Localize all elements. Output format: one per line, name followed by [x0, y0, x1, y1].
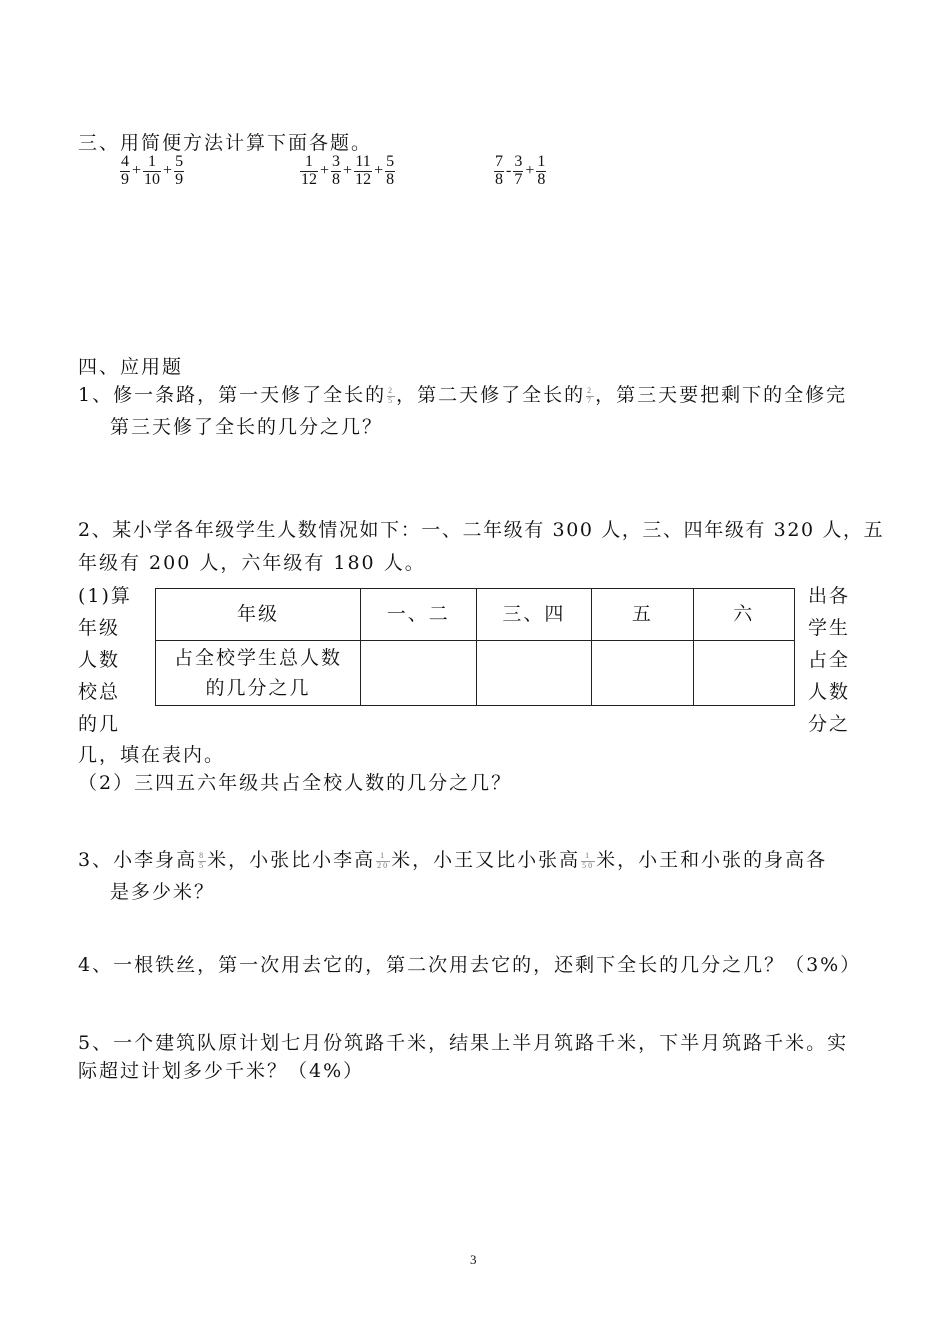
- question-5-line-1: 5、一个建筑队原计划七月份筑路千米，结果上半月筑路千米，下半月筑路千米。实: [78, 1032, 849, 1054]
- question-2-after-table: 几，填在表内。: [78, 744, 226, 766]
- question-2-right-column: 出各 学生 占全 人数 分之: [808, 585, 851, 735]
- table-header-cell: 一、二: [360, 589, 476, 641]
- question-5-line-2: 际超过计划多少千米？（4%）: [78, 1060, 365, 1082]
- section4-heading: 四、应用题: [78, 356, 184, 378]
- fraction: $\frac{2}{7}$: [587, 386, 594, 405]
- fraction: $\frac{4}{9}$: [121, 153, 129, 188]
- table-header-row: [156, 589, 795, 641]
- table-answer-cell[interactable]: [476, 641, 592, 706]
- table-header-cell: 五: [592, 589, 693, 641]
- fraction: $\frac{7}{8}$: [495, 153, 503, 188]
- question-2-left-column: (1)算 年级 人数 校总 的几: [78, 585, 132, 735]
- question-3-line-2: 是多少米？: [110, 881, 216, 903]
- table-answer-cell[interactable]: [592, 641, 693, 706]
- fraction: $\frac{11}{12}$: [355, 153, 372, 188]
- fraction: $\frac{1}{50}$: [582, 851, 595, 870]
- section3-heading: 三、用简便方法计算下面各题。: [78, 132, 373, 154]
- expression-3: $\frac{7}{8}$ - $\frac{3}{7}$ + $\frac{1}{8}$: [495, 153, 546, 188]
- fraction: $\frac{1}{8}$: [537, 153, 546, 188]
- table-answer-cell[interactable]: [693, 641, 794, 706]
- table-row-label: 占全校学生总人数 的几分之几: [156, 641, 361, 706]
- expression-1: $\frac{4}{9}$ + $\frac{1}{10}$ + $\frac{5}{9}$: [121, 153, 184, 188]
- question-3-line-1: 3、小李身高 $\frac{8}{5}$ 米，小张比小李高 $\frac{1}{20}$ 米，小王又比小张高 $\frac{1}{50}$ 米，小王和小张的身高各: [78, 849, 828, 871]
- table-answer-cell[interactable]: [360, 641, 476, 706]
- table-header-cell: 年级: [156, 589, 361, 641]
- question-2-line-1: 2、某小学各年级学生人数情况如下：一、二年级有 300 人，三、四年级有 320 人，五: [78, 519, 885, 541]
- expression-2: $\frac{1}{12}$ + $\frac{3}{8}$ + $\frac{11}{12}$ + $\frac{5}{8}$: [301, 153, 395, 188]
- page-number: 3: [470, 1252, 477, 1267]
- question-4: 4、一根铁丝，第一次用去它的，第二次用去它的，还剩下全长的几分之几？（3%）: [78, 954, 862, 976]
- question-2-line-2: 年级有 200 人，六年级有 180 人。: [78, 552, 426, 574]
- question-1-line-1: 1、修一条路，第一天修了全长的 $\frac{2}{5}$ ，第二天修了全长的 $\frac{2}{7}$ ，第三天要把剩下的全修完: [78, 384, 848, 406]
- table-header-cell: 三、四: [476, 589, 592, 641]
- question-2-sub-2: （2）三四五六年级共占全校人数的几分之几？: [78, 772, 513, 794]
- grade-fraction-table: [155, 588, 795, 706]
- fraction: $\frac{1}{20}$: [377, 851, 390, 870]
- fraction: $\frac{1}{12}$: [301, 153, 317, 188]
- fraction: $\frac{2}{5}$: [388, 386, 395, 405]
- question-1-line-2: 第三天修了全长的几分之几？: [110, 416, 384, 438]
- table-header-cell: 六: [693, 589, 794, 641]
- fraction: $\frac{5}{8}$: [386, 153, 395, 188]
- fraction: $\frac{3}{7}$: [514, 153, 523, 188]
- fraction: $\frac{8}{5}$: [199, 851, 206, 870]
- fraction: $\frac{5}{9}$: [175, 153, 184, 188]
- fraction: $\frac{3}{8}$: [332, 153, 341, 188]
- fraction: $\frac{1}{10}$: [144, 153, 161, 188]
- table-row: [156, 641, 795, 706]
